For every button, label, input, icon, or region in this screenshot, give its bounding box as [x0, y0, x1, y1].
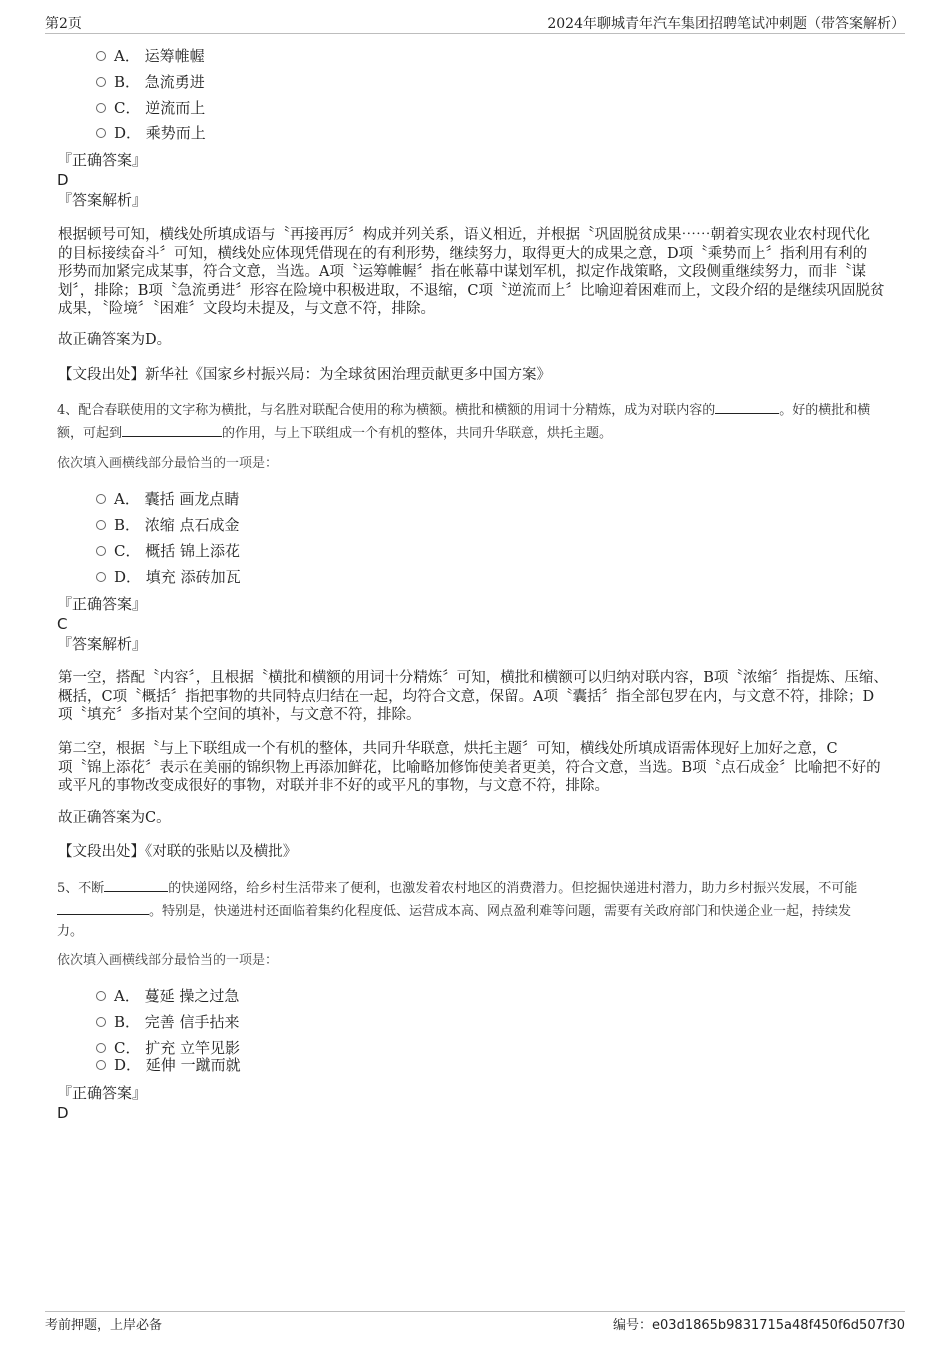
q4-question: 4、配合春联使用的文字称为横批，与名胜对联配合使用的称为横额。横批和横额的用词十分精炼，成为对联内容的 。好的横批和横 额，可起到 的作用，与上下联组成一个有机的整体，共同升华联意，烘托主题。	[57, 399, 897, 444]
q4-analysis-label: 『答案解析』	[57, 635, 148, 653]
radio-icon[interactable]	[96, 572, 106, 582]
radio-icon[interactable]	[96, 520, 106, 530]
blank-1	[104, 877, 168, 892]
q5-option-b[interactable]: B． 完善 信手拈来	[96, 1012, 240, 1032]
q4-option-b[interactable]: B． 浓缩 点石成金	[96, 515, 240, 535]
q4-source: 【文段出处】《对联的张贴以及横批》	[58, 844, 298, 860]
q4-option-a[interactable]: A． 囊括 画龙点睛	[96, 489, 239, 509]
footer-divider	[45, 1311, 905, 1312]
q5-question: 5、不断 的快递网络，给乡村生活带来了便利，也激发着农村地区的消费潜力。但挖掘快递进村潜力，助力乡村振兴发展，不可能 。特别是，快递进村还面临着集约化程度低、运营成本高、网点盈利难等问题，需要有关政府部门和快递企业一起，持续发 力。	[57, 877, 897, 943]
q3-source: 【文段出处】新华社《国家乡村振兴局：为全球贫困治理贡献更多中国方案》	[58, 367, 551, 383]
radio-icon[interactable]	[96, 1017, 106, 1027]
header-divider	[45, 33, 905, 34]
radio-icon[interactable]	[96, 128, 106, 138]
q5-option-d[interactable]: D． 延伸 一蹴而就	[96, 1055, 241, 1075]
q4-option-c[interactable]: C． 概括 锦上添花	[96, 541, 240, 561]
radio-icon[interactable]	[96, 103, 106, 113]
radio-icon[interactable]	[96, 546, 106, 556]
q5-answer: D	[57, 1104, 69, 1122]
radio-icon[interactable]	[96, 51, 106, 61]
q3-answer-label: 『正确答案』	[57, 151, 148, 169]
radio-icon[interactable]	[96, 494, 106, 504]
footer-slogan: 考前押题，上岸必备	[45, 1318, 163, 1333]
q5-answer-label: 『正确答案』	[57, 1084, 148, 1102]
q4-option-d[interactable]: D． 填充 添砖加瓦	[96, 567, 241, 587]
q3-option-a[interactable]: A． 运筹帷幄	[96, 46, 205, 66]
blank-2	[57, 900, 149, 915]
page-number: 第2页	[45, 16, 82, 32]
q3-option-c[interactable]: C． 逆流而上	[96, 98, 205, 118]
q5-option-c[interactable]: C． 扩充 立竿见影	[96, 1038, 240, 1058]
q5-option-a[interactable]: A． 蔓延 操之过急	[96, 986, 239, 1006]
q4-analysis-para1: 第一空，搭配〝内容〞，且根据〝横批和横额的用词十分精炼〞可知，横批和横额可以归纳对联内容，B项〝浓缩〞指提炼、压缩、 概括，C项〝概括〞指把事物的共同特点归结在一起，均符合文意，保留。A项〝囊括〞指全部包罗在内，与文意不符，排除；D 项〝填充〞多指对某个空间的填补，与文意不符，排除。	[58, 670, 888, 723]
blank-1	[715, 399, 779, 414]
q3-analysis: 根据顿号可知，横线处所填成语与〝再接再厉〞构成并列关系，语义相近，并根据〝巩固脱贫成果⋯⋯朝着实现农业农村现代化 的目标接续奋斗〞可知，横线处应体现凭借现在的有利形势，继续努力，取得更大的成果之意，D项〝乘势而上〞指利用有利的 形势而加紧完成某事，符合文意，当选。A项〝运筹帷幄〞指在帐幕中谋划军机，拟定作战策略，文段侧重继续努力，而非〝谋 划〞，排除；B项〝急流勇进〞形容在险境中积极进取，不退缩，C项〝逆流而上〞比喻迎着困难而上，文段介绍的是继续巩固脱贫 成果，〝险境〞〝困难〞文段均未提及，与文意不符，排除。	[58, 227, 885, 317]
q5-prompt: 依次填入画横线部分最恰当的一项是：	[57, 953, 279, 968]
q3-analysis-label: 『答案解析』	[57, 191, 148, 209]
q4-answer: C	[57, 615, 68, 633]
q4-conclusion: 故正确答案为C。	[58, 810, 171, 826]
q3-option-b[interactable]: B． 急流勇进	[96, 72, 205, 92]
q3-answer: D	[57, 171, 69, 189]
radio-icon[interactable]	[96, 1060, 106, 1070]
radio-icon[interactable]	[96, 991, 106, 1001]
q4-analysis-para2: 第二空，根据〝与上下联组成一个有机的整体，共同升华联意，烘托主题〞可知，横线处所填成语需体现好上加好之意，C 项〝锦上添花〞表示在美丽的锦织物上再添加鲜花，比喻略加修饰使美者更美，符合文意，当选。B项〝点石成金〞比喻把不好的 或平凡的事物改变成很好的事物，对联并非不好的或平凡的事物，与文意不符，排除。	[58, 741, 881, 794]
radio-icon[interactable]	[96, 1043, 106, 1053]
q4-answer-label: 『正确答案』	[57, 595, 148, 613]
blank-2	[122, 422, 222, 437]
radio-icon[interactable]	[96, 77, 106, 87]
q3-option-d[interactable]: D． 乘势而上	[96, 123, 206, 143]
q3-conclusion: 故正确答案为D。	[58, 332, 172, 348]
footer-code: 编号：e03d1865b9831715a48f450f6d507f30	[613, 1318, 905, 1333]
q4-prompt: 依次填入画横线部分最恰当的一项是：	[57, 456, 279, 471]
document-title: 2024年聊城青年汽车集团招聘笔试冲刺题（带答案解析）	[547, 16, 905, 32]
